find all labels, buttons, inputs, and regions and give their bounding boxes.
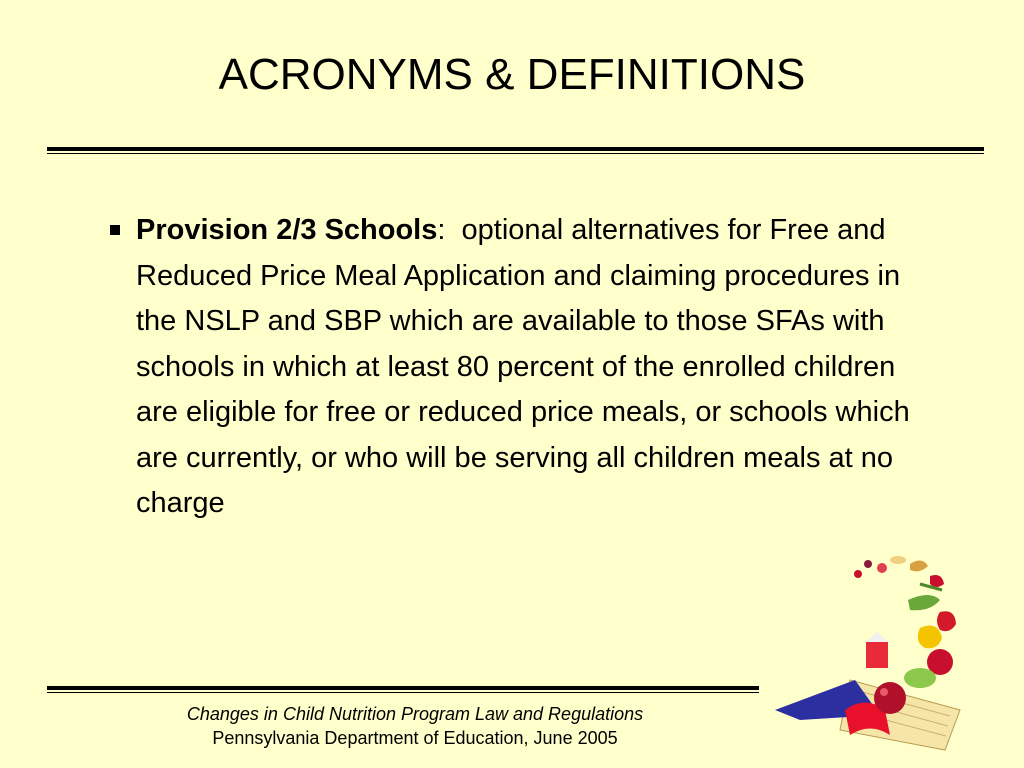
footer-divider xyxy=(47,686,759,693)
footer-line-2: Pennsylvania Department of Education, June 2005 xyxy=(212,728,618,748)
slide-content xyxy=(110,208,918,527)
slide-title: ACRONYMS & DEFINITIONS xyxy=(218,50,806,99)
footer-line-1: Changes in Child Nutrition Program Law and Regulations xyxy=(186,704,644,724)
term-separator: : xyxy=(437,214,446,246)
square-bullet-icon xyxy=(110,225,120,235)
definition-term: Provision 2/3 Schools xyxy=(136,214,438,246)
definition-text: optional alternatives for Free and Reduced Price Meal Application and claiming procedures in the NSLP and SBP which are available to those SFAs with schools in which at least 80 percent of the enrolled children are eligible for free or reduced price meals, or schools which are currently, or who will be serving all children meals at no charge xyxy=(136,214,918,519)
bullet-item xyxy=(110,208,918,527)
title-divider xyxy=(47,147,984,154)
footer xyxy=(120,702,710,750)
book-with-fruits-vegetables-icon xyxy=(770,550,970,755)
